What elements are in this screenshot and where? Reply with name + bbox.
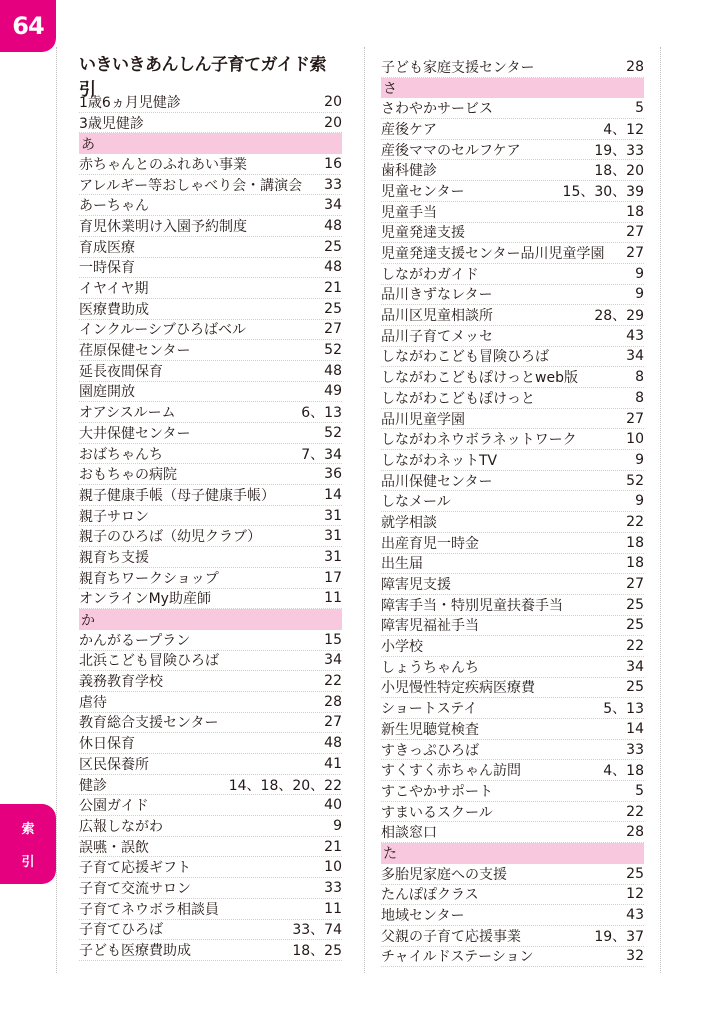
entry-name: 親育ち支援 bbox=[79, 549, 149, 566]
entry-name: 品川保健センター bbox=[381, 473, 493, 490]
index-entry bbox=[381, 119, 644, 140]
index-entry bbox=[381, 429, 644, 450]
entry-name: 産後ママのセルフケア bbox=[381, 142, 521, 159]
index-entry bbox=[79, 361, 342, 382]
index-entry bbox=[381, 471, 644, 492]
entry-name: 大井保健センター bbox=[79, 425, 191, 442]
entry-pages: 14 bbox=[626, 720, 644, 737]
entry-pages: 27 bbox=[626, 410, 644, 427]
entry-name: 親子のひろば（幼児クラブ） bbox=[79, 529, 262, 546]
index-entry bbox=[381, 243, 644, 264]
entry-name: 障害児福祉手当 bbox=[381, 618, 479, 635]
index-entry bbox=[381, 864, 644, 885]
index-entry bbox=[79, 651, 342, 672]
entry-pages: 14 bbox=[324, 486, 342, 503]
entry-name: オンラインMy助産師 bbox=[79, 591, 211, 608]
entry-pages: 22 bbox=[324, 673, 342, 690]
entry-name: 公園ガイド bbox=[79, 798, 149, 815]
entry-name: 1歳6ヵ月児健診 bbox=[79, 94, 181, 111]
entry-pages: 27 bbox=[324, 714, 342, 731]
entry-pages: 25 bbox=[626, 679, 644, 696]
page-number-badge bbox=[0, 0, 56, 52]
entry-name: インクルーシブひろばベル bbox=[79, 322, 247, 339]
entry-pages: 9 bbox=[635, 451, 644, 468]
entry-pages: 15、30、39 bbox=[562, 183, 644, 200]
entry-pages: 6、13 bbox=[301, 405, 342, 422]
index-entry bbox=[381, 160, 644, 181]
entry-name: しながわこどもぽけっとweb版 bbox=[381, 370, 578, 387]
entry-pages: 18、20 bbox=[594, 163, 644, 180]
entry-name: すまいるスクール bbox=[381, 804, 493, 821]
index-entry bbox=[381, 926, 644, 947]
section-header: か bbox=[79, 609, 342, 630]
entry-name: 区民保養所 bbox=[79, 756, 149, 773]
entry-name: 義務教育学校 bbox=[79, 674, 163, 691]
entry-name: 就学相談 bbox=[381, 514, 437, 531]
entry-name: 親子サロン bbox=[79, 508, 149, 525]
entry-name: すくすく赤ちゃん訪問 bbox=[381, 763, 521, 780]
entry-pages: 19、37 bbox=[594, 928, 644, 945]
side-tab-char-2: 引 bbox=[21, 855, 35, 870]
index-entry bbox=[381, 285, 644, 306]
index-entry bbox=[79, 92, 342, 113]
entry-name: 一時保育 bbox=[79, 260, 135, 277]
entry-pages: 28、29 bbox=[594, 308, 644, 325]
entry-name: 子育てネウボラ相談員 bbox=[79, 901, 219, 918]
index-entry bbox=[381, 947, 644, 968]
entry-name: あーちゃん bbox=[79, 198, 149, 215]
entry-pages: 28 bbox=[324, 693, 342, 710]
entry-name: オアシスルーム bbox=[79, 405, 176, 422]
entry-pages: 9 bbox=[635, 286, 644, 303]
entry-name: 北浜こども冒険ひろば bbox=[79, 653, 219, 670]
entry-pages: 20 bbox=[324, 114, 342, 131]
entry-name: しながわこども冒険ひろば bbox=[381, 349, 549, 366]
grid-border-middle bbox=[364, 47, 365, 973]
index-entry bbox=[79, 175, 342, 196]
entry-pages: 34 bbox=[324, 197, 342, 214]
entry-pages: 22 bbox=[626, 638, 644, 655]
index-entry bbox=[79, 444, 342, 465]
index-entry bbox=[79, 692, 342, 713]
entry-pages: 31 bbox=[324, 548, 342, 565]
entry-pages: 15 bbox=[324, 631, 342, 648]
entry-name: 親育ちワークショップ bbox=[79, 570, 219, 587]
entry-pages: 10 bbox=[626, 431, 644, 448]
index-entry bbox=[381, 885, 644, 906]
entry-pages: 33 bbox=[324, 879, 342, 896]
entry-pages: 41 bbox=[324, 755, 342, 772]
entry-pages: 33、74 bbox=[292, 922, 342, 939]
entry-pages: 22 bbox=[626, 513, 644, 530]
index-entry bbox=[79, 940, 342, 961]
index-entry bbox=[381, 450, 644, 471]
entry-pages: 52 bbox=[324, 342, 342, 359]
index-side-tab bbox=[0, 804, 56, 884]
entry-name: イヤイヤ期 bbox=[79, 281, 149, 298]
entry-name: 虐待 bbox=[79, 694, 107, 711]
entry-pages: 10 bbox=[324, 859, 342, 876]
entry-name: 教育総合支援センター bbox=[79, 715, 219, 732]
entry-pages: 12 bbox=[626, 886, 644, 903]
entry-name: チャイルドステーション bbox=[381, 949, 534, 966]
index-entry bbox=[381, 512, 644, 533]
entry-name: 品川区児童相談所 bbox=[381, 308, 493, 325]
entry-name: 障害手当・特別児童扶養手当 bbox=[381, 597, 563, 614]
entry-name: 子育て応援ギフト bbox=[79, 860, 191, 877]
index-entry bbox=[381, 491, 644, 512]
index-entry bbox=[79, 402, 342, 423]
index-entry bbox=[381, 181, 644, 202]
section-header: さ bbox=[381, 78, 644, 99]
index-entry bbox=[381, 822, 644, 843]
entry-name: 健診 bbox=[79, 777, 107, 794]
index-column-right bbox=[381, 57, 644, 967]
entry-pages: 40 bbox=[324, 797, 342, 814]
entry-name: 延長夜間保育 bbox=[79, 363, 163, 380]
index-entry bbox=[79, 754, 342, 775]
entry-name: 育成医療 bbox=[79, 239, 135, 256]
entry-name: しょうちゃんち bbox=[381, 659, 479, 676]
index-entry bbox=[381, 802, 644, 823]
entry-pages: 5 bbox=[635, 782, 644, 799]
grid-border-left bbox=[56, 47, 57, 973]
entry-name: 障害児支援 bbox=[381, 577, 451, 594]
index-entry bbox=[381, 781, 644, 802]
index-entry bbox=[79, 837, 342, 858]
index-entry bbox=[79, 589, 342, 610]
index-entry bbox=[79, 733, 342, 754]
index-entry bbox=[79, 630, 342, 651]
entry-pages: 17 bbox=[324, 569, 342, 586]
index-entry bbox=[381, 326, 644, 347]
entry-name: 小児慢性特定疾病医療費 bbox=[381, 680, 535, 697]
index-entry bbox=[381, 409, 644, 430]
entry-name: しながわネウボラネットワーク bbox=[381, 432, 577, 449]
entry-name: 誤嚥・誤飲 bbox=[79, 839, 149, 856]
entry-name: 赤ちゃんとのふれあい事業 bbox=[79, 156, 247, 173]
index-entry bbox=[79, 299, 342, 320]
index-entry bbox=[381, 264, 644, 285]
entry-name: 産後ケア bbox=[381, 121, 437, 138]
entry-pages: 25 bbox=[324, 238, 342, 255]
entry-pages: 27 bbox=[626, 576, 644, 593]
index-entry bbox=[79, 340, 342, 361]
entry-pages: 22 bbox=[626, 803, 644, 820]
index-entry bbox=[79, 920, 342, 941]
index-entry bbox=[381, 760, 644, 781]
index-entry bbox=[79, 464, 342, 485]
index-entry bbox=[381, 367, 644, 388]
entry-pages: 25 bbox=[324, 300, 342, 317]
index-entry bbox=[381, 347, 644, 368]
index-entry bbox=[381, 905, 644, 926]
index-entry bbox=[79, 775, 342, 796]
index-entry bbox=[381, 636, 644, 657]
index-entry bbox=[381, 388, 644, 409]
entry-name: 園庭開放 bbox=[79, 384, 135, 401]
index-entry bbox=[79, 113, 342, 134]
index-entry bbox=[79, 258, 342, 279]
entry-pages: 28 bbox=[626, 58, 644, 75]
entry-pages: 18、25 bbox=[292, 943, 342, 960]
index-entry bbox=[79, 857, 342, 878]
index-entry bbox=[79, 878, 342, 899]
entry-pages: 49 bbox=[324, 383, 342, 400]
entry-name: 新生児聴覚検査 bbox=[381, 721, 479, 738]
entry-name: 児童センター bbox=[381, 183, 465, 200]
entry-pages: 27 bbox=[626, 224, 644, 241]
entry-pages: 43 bbox=[626, 907, 644, 924]
entry-name: 医療費助成 bbox=[79, 301, 149, 318]
index-entry bbox=[79, 382, 342, 403]
entry-pages: 9 bbox=[635, 265, 644, 282]
entry-name: 子ども医療費助成 bbox=[79, 943, 191, 960]
entry-pages: 21 bbox=[324, 838, 342, 855]
entry-name: 子育てひろば bbox=[79, 922, 163, 939]
index-entry bbox=[381, 698, 644, 719]
entry-pages: 5、13 bbox=[603, 701, 644, 718]
entry-pages: 25 bbox=[626, 617, 644, 634]
entry-name: 親子健康手帳（母子健康手帳） bbox=[79, 487, 275, 504]
index-title: いきいきあんしん子育てガイド索引 bbox=[79, 54, 326, 100]
entry-name: 相談窓口 bbox=[381, 825, 437, 842]
entry-pages: 9 bbox=[333, 817, 342, 834]
index-entry bbox=[381, 533, 644, 554]
index-entry bbox=[79, 237, 342, 258]
grid-border-right bbox=[660, 47, 661, 973]
entry-pages: 19、33 bbox=[594, 142, 644, 159]
entry-name: おもちゃの病院 bbox=[79, 467, 177, 484]
index-entry bbox=[381, 223, 644, 244]
entry-name: すこやかサポート bbox=[381, 783, 493, 800]
entry-name: 育児休業明け入園予約制度 bbox=[79, 218, 247, 235]
entry-name: かんがるープラン bbox=[79, 632, 191, 649]
entry-pages: 18 bbox=[626, 203, 644, 220]
entry-pages: 18 bbox=[626, 555, 644, 572]
index-entry bbox=[79, 547, 342, 568]
entry-name: さわやかサービス bbox=[381, 101, 493, 118]
entry-name: ショートステイ bbox=[381, 701, 478, 718]
entry-pages: 36 bbox=[324, 466, 342, 483]
index-entry bbox=[79, 526, 342, 547]
entry-name: 児童発達支援 bbox=[381, 225, 465, 242]
index-entry bbox=[381, 616, 644, 637]
index-entry bbox=[79, 671, 342, 692]
entry-name: 休日保育 bbox=[79, 736, 135, 753]
entry-pages: 25 bbox=[626, 865, 644, 882]
entry-pages: 11 bbox=[324, 900, 342, 917]
section-header: た bbox=[381, 843, 644, 864]
entry-name: 品川きずなレター bbox=[381, 287, 493, 304]
entry-name: 児童発達支援センター品川児童学園 bbox=[381, 246, 605, 263]
entry-name: すきっぷひろば bbox=[381, 742, 479, 759]
entry-pages: 18 bbox=[626, 534, 644, 551]
entry-pages: 7、34 bbox=[301, 446, 342, 463]
side-tab-char-1: 索 bbox=[21, 822, 35, 837]
section-header: あ bbox=[79, 133, 342, 154]
entry-pages: 34 bbox=[626, 348, 644, 365]
index-entry bbox=[79, 713, 342, 734]
index-entry bbox=[381, 719, 644, 740]
entry-pages: 25 bbox=[626, 596, 644, 613]
index-entry bbox=[381, 140, 644, 161]
entry-name: たんぽぽクラス bbox=[381, 887, 479, 904]
entry-pages: 8 bbox=[635, 369, 644, 386]
entry-name: 出産育児一時金 bbox=[381, 535, 479, 552]
index-entry bbox=[79, 485, 342, 506]
index-entry bbox=[79, 899, 342, 920]
index-entry bbox=[79, 154, 342, 175]
index-entry bbox=[381, 202, 644, 223]
entry-name: 父親の子育て応援事業 bbox=[381, 928, 521, 945]
entry-pages: 27 bbox=[626, 245, 644, 262]
entry-pages: 48 bbox=[324, 735, 342, 752]
index-entry bbox=[79, 320, 342, 341]
entry-pages: 34 bbox=[626, 658, 644, 675]
entry-name: しながわこどもぽけっと bbox=[381, 390, 535, 407]
entry-pages: 14、18、20、22 bbox=[228, 777, 342, 794]
index-entry bbox=[381, 98, 644, 119]
entry-pages: 43 bbox=[626, 327, 644, 344]
index-entry bbox=[381, 657, 644, 678]
index-entry bbox=[381, 678, 644, 699]
entry-name: 品川子育てメッセ bbox=[381, 328, 493, 345]
entry-pages: 52 bbox=[324, 424, 342, 441]
entry-name: 品川児童学園 bbox=[381, 411, 465, 428]
entry-pages: 28 bbox=[626, 824, 644, 841]
entry-pages: 31 bbox=[324, 528, 342, 545]
entry-pages: 5 bbox=[635, 100, 644, 117]
entry-pages: 33 bbox=[626, 741, 644, 758]
entry-name: 地域センター bbox=[381, 908, 465, 925]
entry-name: おばちゃんち bbox=[79, 446, 163, 463]
entry-name: 出生届 bbox=[381, 556, 423, 573]
index-entry bbox=[381, 554, 644, 575]
entry-name: 児童手当 bbox=[381, 204, 437, 221]
entry-pages: 48 bbox=[324, 259, 342, 276]
index-entry bbox=[381, 574, 644, 595]
index-column-left bbox=[79, 54, 342, 961]
entry-pages: 11 bbox=[324, 590, 342, 607]
entry-pages: 21 bbox=[324, 280, 342, 297]
entry-pages: 20 bbox=[324, 93, 342, 110]
entry-pages: 27 bbox=[324, 321, 342, 338]
index-entry bbox=[79, 795, 342, 816]
entry-name: しながわガイド bbox=[381, 266, 479, 283]
entry-pages: 34 bbox=[324, 652, 342, 669]
index-entry bbox=[79, 278, 342, 299]
entry-pages: 48 bbox=[324, 362, 342, 379]
index-entry bbox=[79, 816, 342, 837]
entry-name: しなメール bbox=[381, 494, 451, 511]
index-entry bbox=[79, 195, 342, 216]
index-entry bbox=[79, 568, 342, 589]
entry-name: 子ども家庭支援センター bbox=[381, 59, 535, 76]
entry-pages: 9 bbox=[635, 493, 644, 510]
entry-pages: 8 bbox=[635, 389, 644, 406]
entry-pages: 48 bbox=[324, 217, 342, 234]
entry-pages: 4、12 bbox=[603, 121, 644, 138]
entry-name: 荏原保健センター bbox=[79, 343, 191, 360]
entry-name: 子育て交流サロン bbox=[79, 880, 191, 897]
index-entry bbox=[381, 740, 644, 761]
entry-pages: 32 bbox=[626, 948, 644, 965]
index-entry bbox=[381, 595, 644, 616]
index-entry bbox=[79, 506, 342, 527]
entry-name: 広報しながわ bbox=[79, 818, 163, 835]
entry-name: 3歳児健診 bbox=[79, 115, 144, 132]
index-entry bbox=[79, 423, 342, 444]
entry-pages: 16 bbox=[324, 155, 342, 172]
entry-pages: 31 bbox=[324, 507, 342, 524]
page-number: 64 bbox=[12, 12, 44, 40]
index-entry bbox=[381, 305, 644, 326]
entry-pages: 33 bbox=[324, 176, 342, 193]
entry-pages: 4、18 bbox=[603, 763, 644, 780]
index-entry bbox=[79, 216, 342, 237]
entry-name: 小学校 bbox=[381, 639, 423, 656]
entry-pages: 52 bbox=[626, 472, 644, 489]
entry-name: しながわネットTV bbox=[381, 452, 498, 469]
entry-name: 多胎児家庭への支援 bbox=[381, 866, 507, 883]
entry-name: アレルギー等おしゃべり会・講演会 bbox=[79, 177, 303, 194]
entry-name: 歯科健診 bbox=[381, 163, 437, 180]
index-entry bbox=[381, 57, 644, 78]
